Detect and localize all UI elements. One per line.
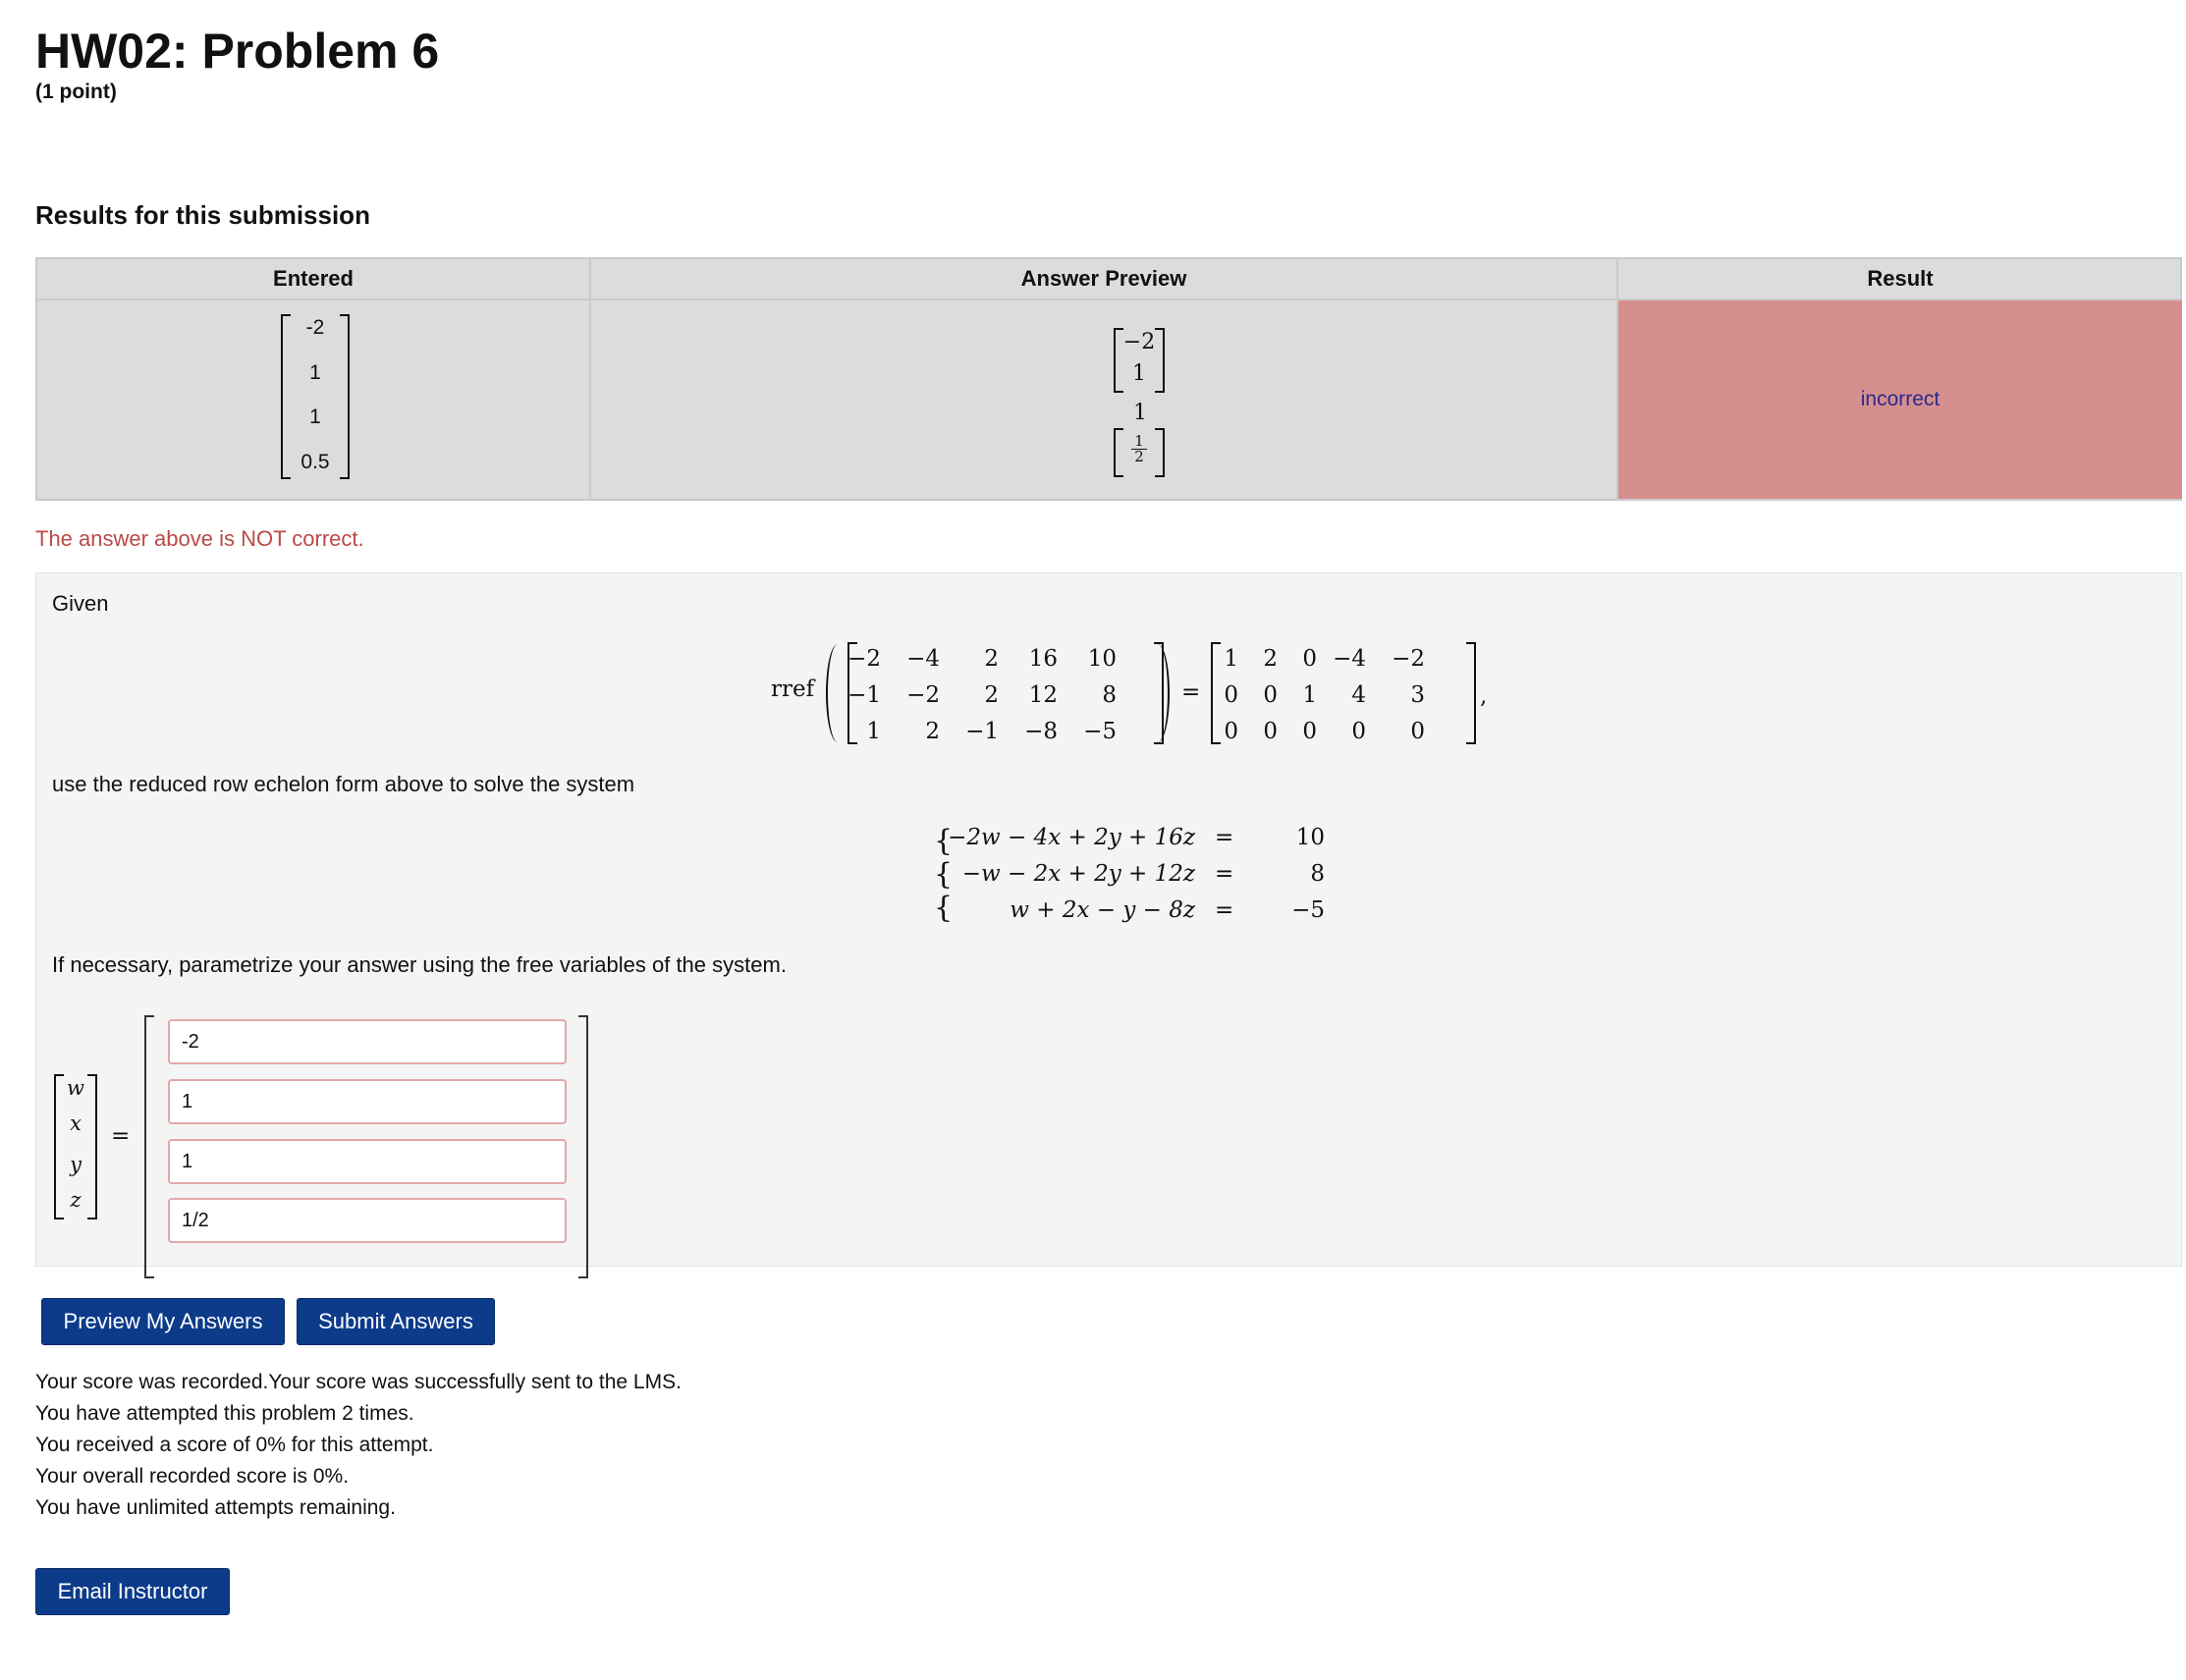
- system-rhs: 10: [1295, 825, 1325, 850]
- answer-input-w[interactable]: [168, 1019, 567, 1064]
- result-header: Result: [1618, 259, 2182, 300]
- rref-label: rref: [771, 677, 815, 702]
- system-rhs: 8: [1310, 861, 1325, 887]
- right-bracket: [1466, 642, 1476, 744]
- result-cell: [1618, 300, 2182, 499]
- score-line: Your overall recorded score is 0%.: [35, 1465, 350, 1488]
- entered-value: -2: [305, 316, 325, 339]
- entered-column: [37, 259, 591, 499]
- system-equals: =: [1215, 825, 1234, 850]
- matrix-entry: −2: [906, 682, 940, 708]
- matrix-entry: −4: [906, 646, 940, 672]
- entered-value: 1: [309, 361, 321, 384]
- coefficient-matrix: [847, 642, 1164, 744]
- matrix-entry: 4: [1351, 682, 1366, 708]
- matrix-entry: −4: [1333, 646, 1366, 672]
- email-instructor-button[interactable]: Email Instructor: [35, 1568, 230, 1615]
- score-line: You have unlimited attempts remaining.: [35, 1496, 396, 1519]
- given-label: Given: [52, 591, 109, 616]
- matrix-entry: 2: [984, 682, 999, 708]
- matrix-entry: 1: [1224, 646, 1238, 672]
- variable-y: y: [70, 1153, 82, 1176]
- matrix-entry: 3: [1410, 682, 1425, 708]
- entered-vector: [281, 314, 350, 479]
- system-lhs: −2w − 4x + 2y + 16z: [948, 825, 1195, 850]
- matrix-entry: 0: [1410, 719, 1425, 744]
- system-lhs: −w − 2x + 2y + 12z: [961, 861, 1195, 887]
- comma: ,: [1480, 683, 1488, 709]
- answer-input-z[interactable]: [168, 1198, 567, 1243]
- matrix-entry: −2: [847, 646, 881, 672]
- matrix-entry: 12: [1028, 682, 1058, 708]
- variable-z: z: [70, 1188, 82, 1212]
- answer-preview-column: [591, 259, 1618, 499]
- matrix-entry: 0: [1263, 719, 1278, 744]
- result-column: [1618, 259, 2182, 499]
- matrix-entry: −8: [1024, 719, 1058, 744]
- results-heading: Results for this submission: [35, 200, 370, 230]
- score-line: You received a score of 0% for this attempt.: [35, 1434, 434, 1456]
- result-status: incorrect: [1860, 388, 1940, 410]
- matrix-entry: 2: [1263, 646, 1278, 672]
- preview-value: 1: [1132, 361, 1146, 386]
- parametrize-note: If necessary, parametrize your answer using the free variables of the system.: [52, 952, 787, 977]
- preview-value: 1: [1133, 401, 1147, 425]
- preview-vector-top: [1114, 328, 1165, 393]
- answer-preview-header: Answer Preview: [591, 259, 1616, 300]
- variable-x: x: [70, 1111, 82, 1135]
- preview-value: −2: [1122, 330, 1156, 354]
- matrix-entry: −2: [1392, 646, 1425, 672]
- score-line: You have attempted this problem 2 times.: [35, 1402, 414, 1425]
- equals-sign: =: [111, 1123, 131, 1149]
- equals-sign: =: [1181, 679, 1201, 705]
- entered-value: 1: [309, 406, 321, 428]
- system-equals: =: [1215, 861, 1234, 887]
- results-table: [35, 257, 2182, 501]
- system-brace: { { {: [934, 824, 954, 925]
- rref-matrix: [1211, 642, 1476, 744]
- matrix-entry: −1: [965, 719, 999, 744]
- variable-w: w: [67, 1076, 84, 1100]
- preview-vector-bottom: [1114, 428, 1165, 477]
- matrix-entry: 0: [1302, 719, 1317, 744]
- system-equals: =: [1215, 897, 1234, 923]
- matrix-entry: 2: [925, 719, 940, 744]
- matrix-entry: 1: [1302, 682, 1317, 708]
- preview-answers-button[interactable]: Preview My Answers: [41, 1298, 285, 1345]
- variable-vector: [54, 1074, 97, 1219]
- right-bracket: [1154, 642, 1164, 744]
- matrix-entry: 8: [1102, 682, 1117, 708]
- answer-input-y[interactable]: [168, 1139, 567, 1184]
- problem-body: [35, 572, 2182, 1267]
- entered-header: Entered: [37, 259, 589, 300]
- matrix-entry: −1: [847, 682, 881, 708]
- matrix-entry: 0: [1302, 646, 1317, 672]
- matrix-entry: 0: [1351, 719, 1366, 744]
- instruction-text: use the reduced row echelon form above to solve the system: [52, 772, 635, 796]
- entered-value: 0.5: [301, 451, 330, 473]
- matrix-entry: 0: [1224, 682, 1238, 708]
- preview-fraction: $\frac{1}{2}$: [1114, 434, 1165, 467]
- matrix-entry: 0: [1224, 719, 1238, 744]
- answer-right-bracket: [578, 1015, 588, 1278]
- matrix-entry: 0: [1263, 682, 1278, 708]
- matrix-entry: 10: [1087, 646, 1117, 672]
- matrix-entry: −5: [1083, 719, 1117, 744]
- page-title: HW02: Problem 6: [35, 24, 440, 79]
- system-lhs: w + 2x − y − 8z: [1010, 897, 1195, 923]
- submit-answers-button[interactable]: Submit Answers: [297, 1298, 495, 1345]
- score-line: Your score was recorded.Your score was successfully sent to the LMS.: [35, 1371, 682, 1393]
- points-label: (1 point): [35, 81, 117, 103]
- matrix-entry: 16: [1028, 646, 1058, 672]
- score-summary: [35, 1367, 682, 1524]
- feedback-message: The answer above is NOT correct.: [35, 526, 364, 551]
- matrix-entry: 1: [866, 719, 881, 744]
- matrix-entry: 2: [984, 646, 999, 672]
- answer-input-x[interactable]: [168, 1079, 567, 1124]
- system-rhs: −5: [1291, 897, 1325, 923]
- answer-left-bracket: [144, 1015, 154, 1278]
